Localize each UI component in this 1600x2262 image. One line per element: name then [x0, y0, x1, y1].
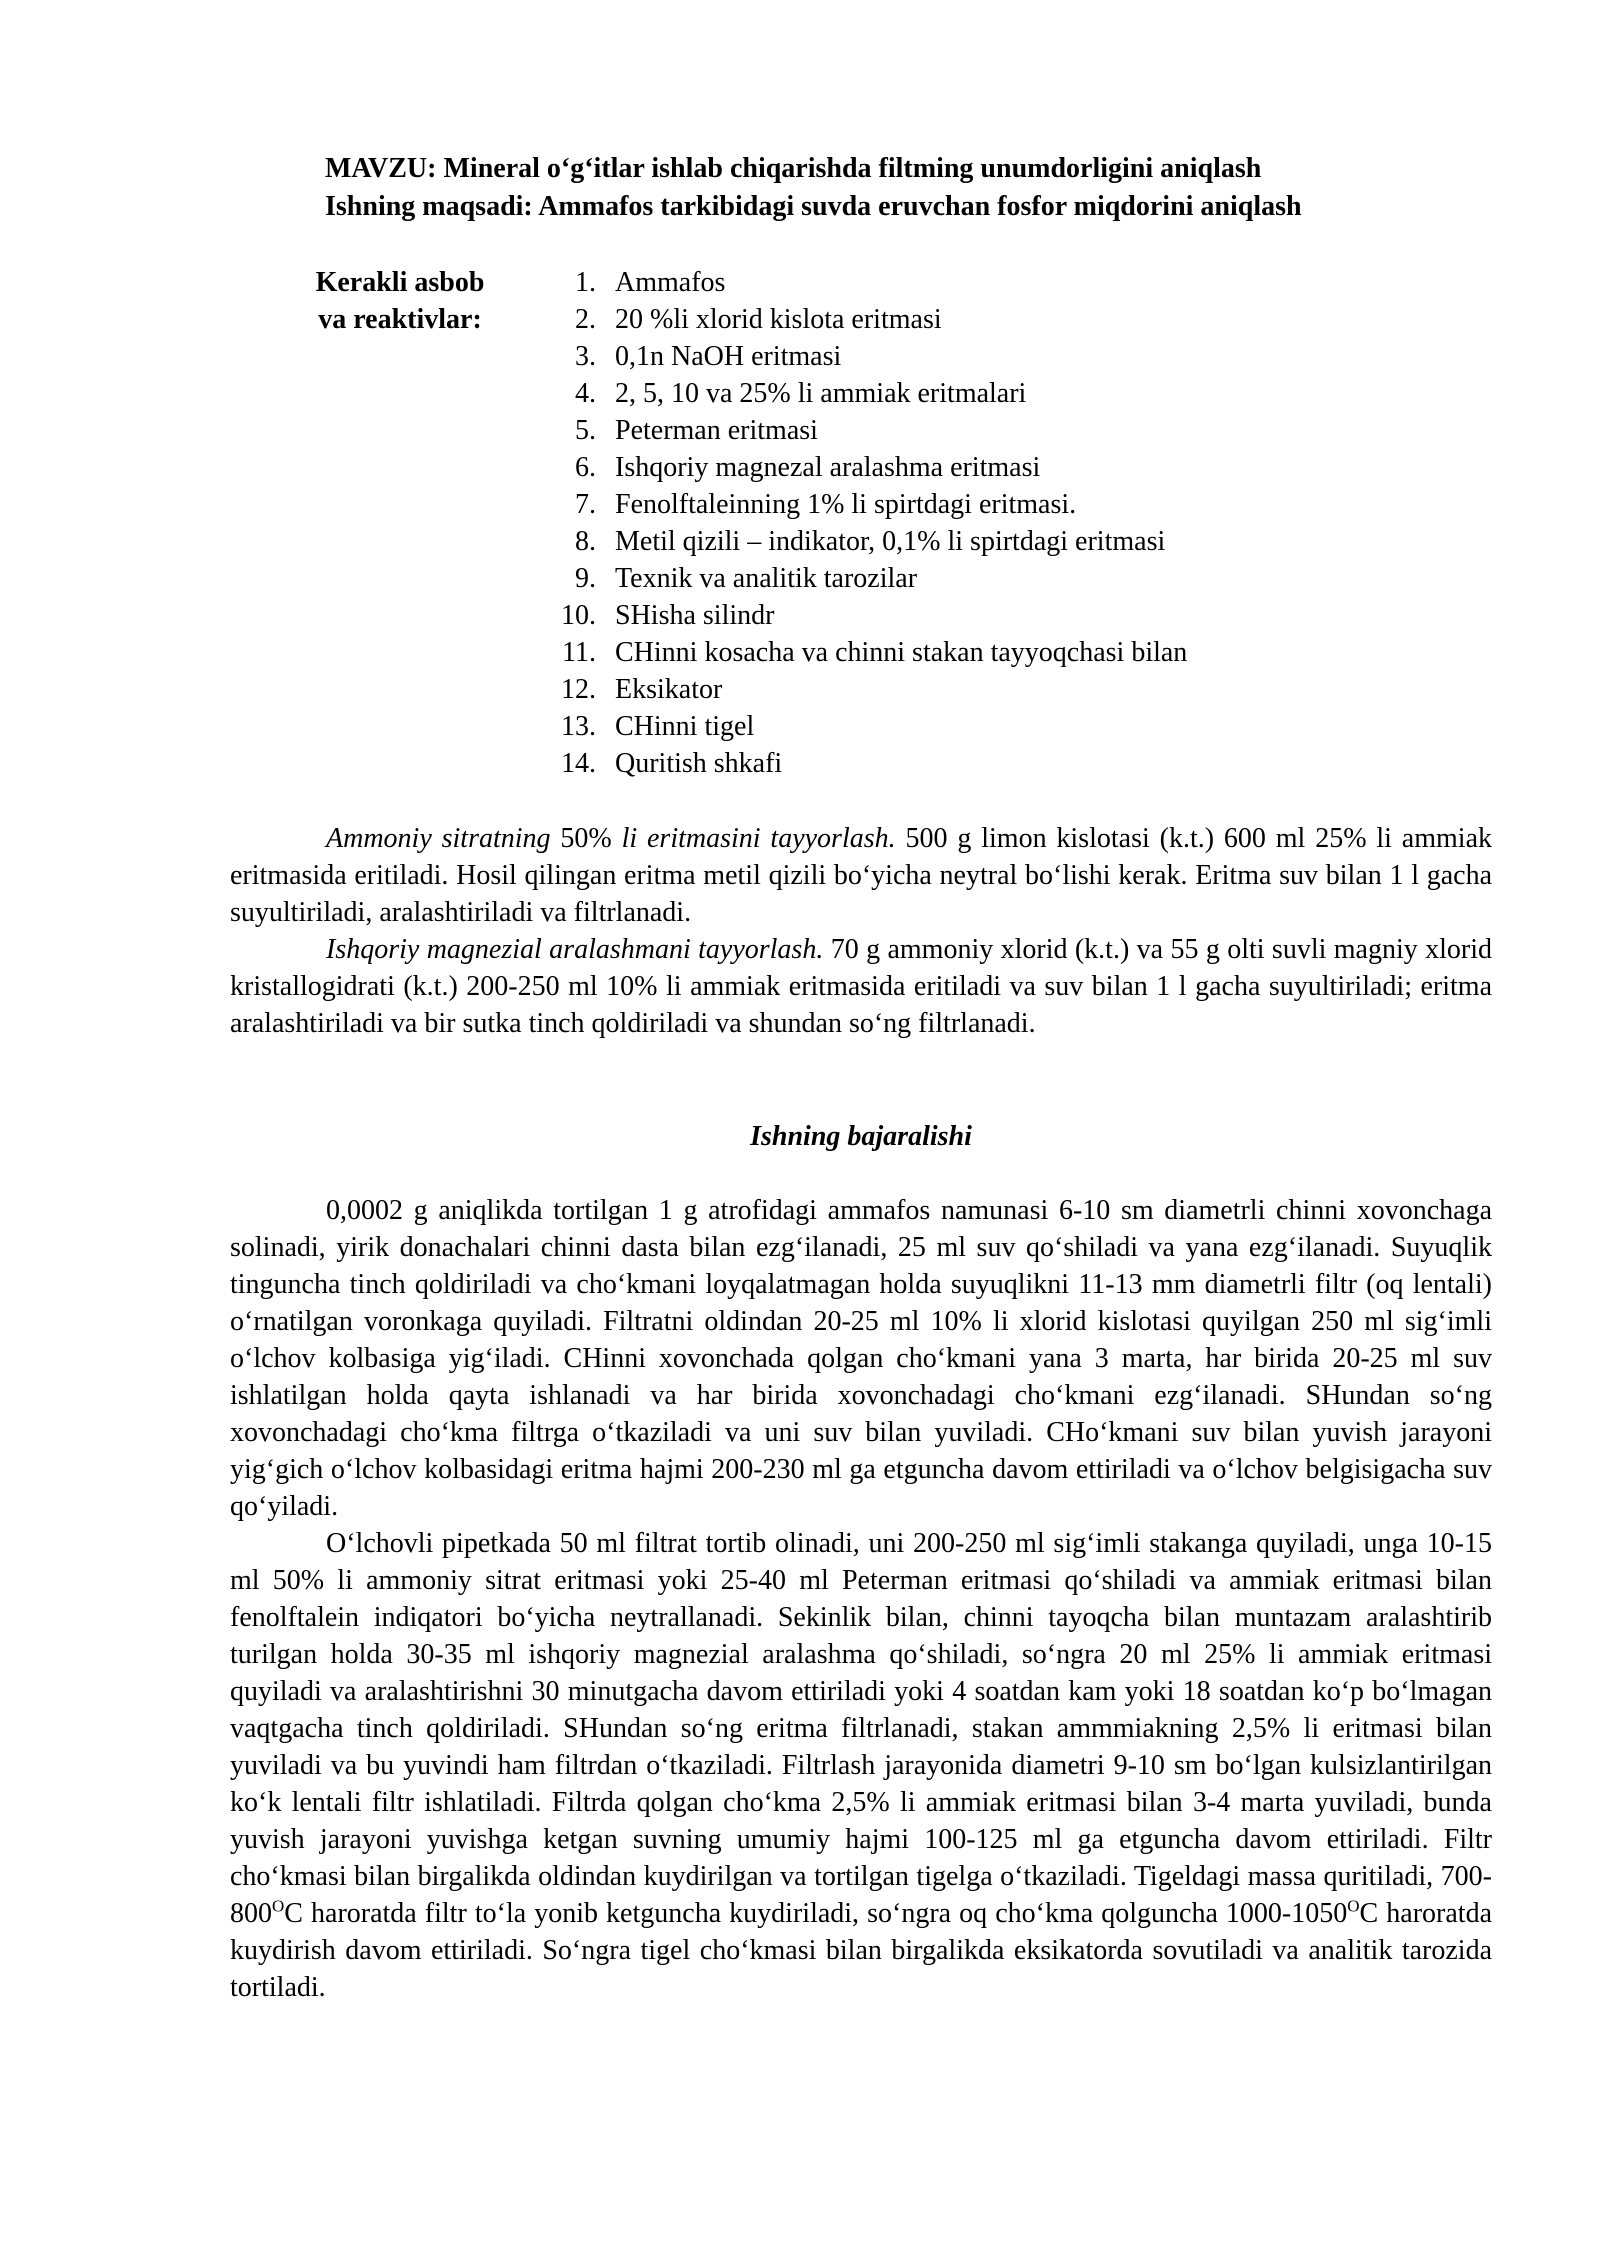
- procedure-heading: Ishning bajaralishi: [750, 1121, 972, 1152]
- procedure-text-a: O‘lchovli pipetkada 50 ml filtrat tortib olinadi, uni 200-250 ml sig‘imli stakanga quyiladi, unga 10-15 ml 50% li ammoniy sitrat eritmasi yoki 25-40 ml Peterman eritmasi qo‘shiladi va ammiak eritmasi bilan fenolftalein indiqatori bo‘yicha neytrallanadi. Sekinlik bilan, chinni tayoqcha bilan muntazam aralashtirib turilgan holda 30-35 ml ishqoriy magnezial aralashma qo‘shiladi, so‘ngra 20 ml 25% li ammiak eritmasi quyiladi va aralashtirishni 30 minutgacha davom ettiriladi yoki 4 soatdan kam yoki 18 soatdan ko‘p bo‘lmagan vaqtgacha tinch qoldiriladi. SHundan so‘ng eritma filtrlanadi, stakan ammmiakning 2,5% li eritmasi bilan yuviladi va bu yuvindi ham filtrdan o‘tkaziladi. Filtrlash jarayonida diametri 9-10 sm bo‘lgan kulsizlantirilgan ko‘k lentali filtr ishlatiladi. Filtrda qolgan cho‘kma 2,5% li ammiak eritmasi bilan 3-4 marta yuviladi, bunda yuvish jarayoni yuvishga ketgan suvning umumiy hajmi 100-125 ml ga etguncha davom ettiriladi. Filtr cho‘kmasi bilan birgalikda oldindan kuydirilgan va tortilgan tigelga o‘tkaziladi. Tigeldagi massa quritiladi, 700-800: [230, 1528, 1492, 1929]
- equipment-item-number: 13.: [561, 711, 596, 742]
- equipment-item-number: 11.: [562, 637, 596, 668]
- equipment-item-text: SHisha silindr: [615, 600, 775, 631]
- equipment-item-number: 10.: [561, 600, 596, 631]
- equipment-item-number: 3.: [575, 341, 596, 372]
- equipment-item: [540, 523, 1187, 560]
- ammonium-citrate-percent: 50%: [560, 823, 622, 854]
- equipment-item: [540, 412, 1187, 449]
- ammonium-citrate-paragraph: [230, 820, 1492, 931]
- equipment-item-number: 6.: [575, 452, 596, 483]
- preparation-section: [230, 820, 1492, 1042]
- title-block: [325, 150, 1505, 226]
- equipment-item: [540, 560, 1187, 597]
- equipment-item: [540, 264, 1187, 301]
- equipment-item-number: 1.: [575, 267, 596, 298]
- equipment-item: [540, 671, 1187, 708]
- procedure-paragraph-2: [230, 1525, 1492, 2006]
- degree-superscript-2: O: [1347, 1896, 1360, 1916]
- equipment-item-text: CHinni kosacha va chinni stakan tayyoqchasi bilan: [615, 637, 1188, 668]
- procedure-paragraph-1: 0,0002 g aniqlikda tortilgan 1 g atrofidagi ammafos namunasi 6-10 sm diametrli chinni xovonchaga solinadi, yirik donachalari chinni dasta bilan ezg‘ilanadi, 25 ml suv qo‘shiladi va yana ezg‘ilanadi. Suyuqlik tinguncha tinch qoldiriladi va cho‘kmani loyqalatmagan holda suyuqlikni 11-13 mm diametrli filtr (oq lentali) o‘rnatilgan voronkaga quyiladi. Filtratni oldindan 20-25 ml 10% li xlorid kislotasi quyilgan 250 ml sig‘imli o‘lchov kolbasiga yig‘iladi. CHinni xovonchada qolgan cho‘kmani yana 3 marta, har birida 20-25 ml suv ishlatilgan holda qayta ishlanadi va har birida xovonchadagi cho‘kmani ezg‘ilanadi. SHundan so‘ng xovonchadagi cho‘kma filtrga o‘tkaziladi va uni suv bilan yuviladi. CHo‘kmani suv bilan yuvish jarayoni yig‘gich o‘lchov kolbasidagi eritma hajmi 200-230 ml ga etguncha davom ettiriladi va o‘lchov belgisigacha suv qo‘yiladi.: [230, 1195, 1492, 1522]
- equipment-item: [540, 375, 1187, 412]
- equipment-item-text: Eksikator: [615, 674, 723, 705]
- equipment-item-text: Ishqoriy magnezal aralashma eritmasi: [615, 452, 1041, 483]
- equipment-item-text: Peterman eritmasi: [615, 415, 818, 446]
- equipment-item-text: 2, 5, 10 va 25% li ammiak eritmalari: [615, 378, 1027, 409]
- topic-title: MAVZU: Mineral o‘g‘itlar ishlab chiqarishda filtming unumdorligini aniqlash: [325, 153, 1262, 184]
- equipment-item: [540, 634, 1187, 671]
- equipment-label: [290, 264, 510, 338]
- equipment-label-line1: Kerakli asbob: [315, 267, 485, 298]
- equipment-item-number: 7.: [575, 489, 596, 520]
- equipment-item: [540, 301, 1187, 338]
- equipment-item: [540, 708, 1187, 745]
- equipment-label-line2: va reaktivlar:: [318, 304, 482, 335]
- magnesia-mixture-text: 70 g ammoniy xlorid (k.t.) va 55 g olti suvli magniy xlorid kristallogidrati (k.t.) 200-250 ml 10% li ammiak eritmasida eritiladi va suv bilan 1 l gacha suyultiriladi; eritma aralashtiriladi va bir sutka tinch qoldiriladi va shundan so‘ng filtrlanadi.: [230, 934, 1492, 1039]
- equipment-item-number: 14.: [561, 748, 596, 779]
- magnesia-mixture-paragraph: [230, 931, 1492, 1042]
- magnesia-mixture-heading: Ishqoriy magnezial aralashmani tayyorlash.: [326, 934, 824, 965]
- equipment-list: [540, 264, 1187, 782]
- equipment-item-text: 20 %li xlorid kislota eritmasi: [615, 304, 942, 335]
- equipment-item: [540, 745, 1187, 782]
- equipment-item-number: 5.: [575, 415, 596, 446]
- equipment-item: [540, 486, 1187, 523]
- equipment-item-text: 0,1n NaOH eritmasi: [615, 341, 842, 372]
- equipment-item-number: 2.: [575, 304, 596, 335]
- equipment-item-number: 12.: [561, 674, 596, 705]
- equipment-item: [540, 449, 1187, 486]
- goal-title: Ishning maqsadi: Ammafos tarkibidagi suvda eruvchan fosfor miqdorini aniqlash: [325, 191, 1302, 222]
- procedure-section: [230, 1192, 1492, 2006]
- equipment-item: [540, 338, 1187, 375]
- equipment-item-text: Fenolftaleinning 1% li spirtdagi eritmasi.: [615, 489, 1077, 520]
- degree-superscript-1: O: [272, 1896, 285, 1916]
- procedure-text-b: C haroratda filtr to‘la yonib ketguncha kuydiriladi, so‘ngra oq cho‘kma qolguncha 1000-1050: [284, 1898, 1348, 1929]
- ammonium-citrate-heading-b: li eritmasini tayyorlash.: [621, 823, 896, 854]
- ammonium-citrate-heading-a: Ammoniy sitratning: [326, 823, 561, 854]
- equipment-item-text: Quritish shkafi: [615, 748, 783, 779]
- equipment-item-text: Metil qizili – indikator, 0,1% li spirtdagi eritmasi: [615, 526, 1166, 557]
- ammonium-citrate-text: 500 g limon kislotasi (k.t.) 600 ml 25% li ammiak eritmasida eritiladi. Hosil qilingan eritma metil qizili bo‘yicha neytral bo‘lishi kerak. Eritma suv bilan 1 l gacha suyultiriladi, aralashtiriladi va filtrlanadi.: [230, 823, 1492, 928]
- equipment-item-number: 9.: [575, 563, 596, 594]
- equipment-item-text: CHinni tigel: [615, 711, 755, 742]
- equipment-item-text: Texnik va analitik tarozilar: [615, 563, 918, 594]
- procedure-text-c: C haroratda kuydirish davom ettiriladi. So‘ngra tigel cho‘kmasi bilan birgalikda eksikatorda sovutiladi va analitik tarozida tortiladi.: [230, 1898, 1492, 2003]
- equipment-item-text: Ammafos: [615, 267, 726, 298]
- equipment-item-number: 8.: [575, 526, 596, 557]
- equipment-item: [540, 597, 1187, 634]
- equipment-item-number: 4.: [575, 378, 596, 409]
